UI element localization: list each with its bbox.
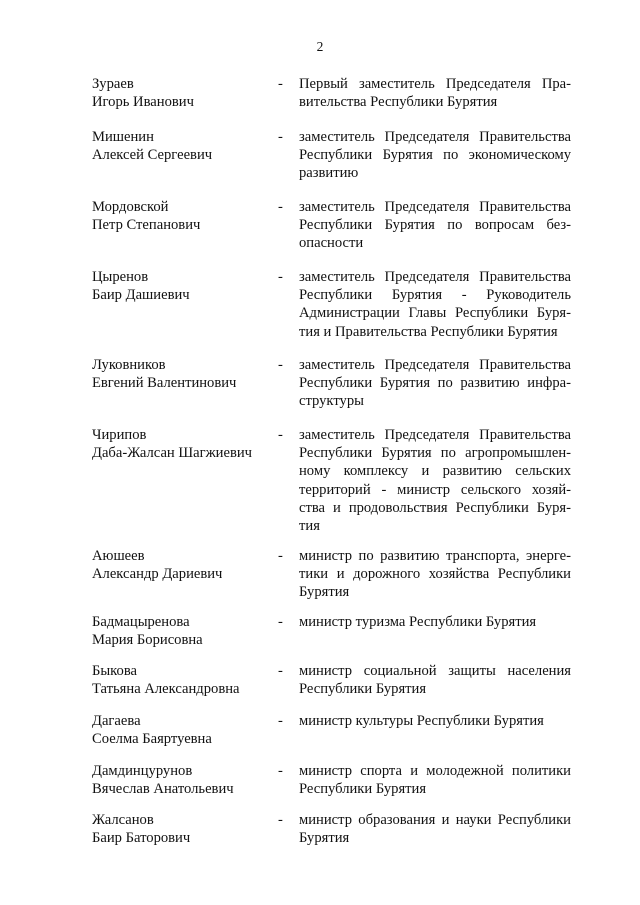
- position-line: территорий - министр сельского хозяй-: [299, 481, 571, 498]
- position-line: Республики Бурятия: [299, 781, 427, 798]
- official-name: [92, 426, 282, 462]
- official-given-names: Мария Борисовна: [92, 632, 203, 649]
- position-line: заместитель Председателя Правительства: [299, 269, 571, 285]
- official-position: [299, 547, 571, 602]
- position-line: тики и дорожного хозяйства Республики: [299, 566, 571, 583]
- position-line: Республики Бурятия по вопросам без-: [299, 217, 571, 234]
- position-line: Администрации Главы Республики Буря-: [299, 305, 571, 322]
- position-line: заместитель Председателя Правительства: [299, 427, 571, 443]
- position-line: Бурятия: [299, 584, 350, 601]
- official-name: [92, 762, 282, 798]
- official-surname: Луковников: [92, 357, 166, 373]
- official-name: [92, 356, 282, 392]
- position-line: министр образования и науки Республики: [299, 812, 571, 828]
- official-surname: Зураев: [92, 76, 134, 92]
- official-given-names: Александр Дариевич: [92, 566, 223, 583]
- position-line: вительства Республики Бурятия: [299, 94, 498, 111]
- official-position: [299, 75, 571, 111]
- official-surname: Чирипов: [92, 427, 147, 443]
- official-given-names: Вячеслав Анатольевич: [92, 781, 234, 798]
- separator-dash: -: [278, 76, 283, 92]
- position-line: тия и Правительства Республики Бурятия: [299, 323, 558, 340]
- official-surname: Цыренов: [92, 269, 149, 285]
- page-number: 2: [316, 39, 324, 54]
- separator-dash: -: [278, 427, 283, 443]
- official-surname: Дагаева: [92, 713, 141, 729]
- official-position: [299, 613, 571, 631]
- official-given-names: Евгений Валентинович: [92, 375, 237, 392]
- position-line: министр социальной защиты населения: [299, 663, 571, 679]
- official-name: [92, 662, 282, 698]
- official-given-names: Соелма Баяртуевна: [92, 731, 212, 748]
- official-position: [299, 811, 571, 847]
- official-position: [299, 198, 571, 253]
- official-surname: Аюшеев: [92, 548, 145, 564]
- official-name: [92, 75, 282, 111]
- position-line: ства и продовольствия Республики Буря-: [299, 499, 571, 516]
- official-name: [92, 613, 282, 649]
- position-line: Республики Бурятия: [299, 681, 427, 698]
- official-surname: Мишенин: [92, 129, 154, 145]
- separator-dash: -: [278, 812, 283, 828]
- official-surname: Жалсанов: [92, 812, 154, 828]
- position-line: опасности: [299, 235, 364, 252]
- official-name: [92, 128, 282, 164]
- position-line: министр по развитию транспорта, энерге-: [299, 548, 571, 564]
- official-name: [92, 811, 282, 847]
- official-name: [92, 268, 282, 304]
- separator-dash: -: [278, 129, 283, 145]
- separator-dash: -: [278, 763, 283, 779]
- official-position: [299, 662, 571, 698]
- official-surname: Бадмацыренова: [92, 614, 190, 630]
- separator-dash: -: [278, 713, 283, 729]
- separator-dash: -: [278, 199, 283, 215]
- official-name: [92, 712, 282, 748]
- official-given-names: Петр Степанович: [92, 217, 201, 234]
- official-name: [92, 547, 282, 583]
- separator-dash: -: [278, 548, 283, 564]
- official-given-names: Даба-Жалсан Шагжиевич: [92, 445, 252, 462]
- position-line: Республики Бурятия - Руководитель: [299, 287, 571, 304]
- separator-dash: -: [278, 614, 283, 630]
- official-position: [299, 426, 571, 535]
- official-position: [299, 712, 571, 730]
- official-surname: Мордовской: [92, 199, 169, 215]
- position-line: министр спорта и молодежной политики: [299, 763, 571, 779]
- official-given-names: Татьяна Александровна: [92, 681, 240, 698]
- position-line: Республики Бурятия по развитию инфра-: [299, 375, 571, 392]
- position-line: министр туризма Республики Бурятия: [299, 614, 537, 630]
- position-line: Республики Бурятия по агропромышлен-: [299, 445, 571, 462]
- position-line: ному комплексу и развитию сельских: [299, 463, 571, 480]
- official-position: [299, 268, 571, 341]
- official-surname: Быкова: [92, 663, 138, 679]
- official-given-names: Игорь Иванович: [92, 94, 194, 111]
- official-given-names: Баир Дашиевич: [92, 287, 190, 304]
- official-position: [299, 762, 571, 798]
- position-line: тия: [299, 518, 320, 535]
- separator-dash: -: [278, 357, 283, 373]
- official-given-names: Алексей Сергеевич: [92, 147, 213, 164]
- official-name: [92, 198, 282, 234]
- official-surname: Дамдинцурунов: [92, 763, 193, 779]
- position-line: заместитель Председателя Правительства: [299, 357, 571, 373]
- position-line: министр культуры Республики Бурятия: [299, 713, 544, 729]
- position-line: заместитель Председателя Правительства: [299, 129, 571, 145]
- official-given-names: Баир Баторович: [92, 830, 191, 847]
- position-line: развитию: [299, 165, 359, 182]
- position-line: Республики Бурятия по экономическому: [299, 147, 571, 164]
- separator-dash: -: [278, 269, 283, 285]
- official-position: [299, 128, 571, 183]
- official-position: [299, 356, 571, 411]
- position-line: структуры: [299, 393, 364, 410]
- position-line: Бурятия: [299, 830, 350, 847]
- position-line: Первый заместитель Председателя Пра-: [299, 76, 571, 92]
- position-line: заместитель Председателя Правительства: [299, 199, 571, 215]
- separator-dash: -: [278, 663, 283, 679]
